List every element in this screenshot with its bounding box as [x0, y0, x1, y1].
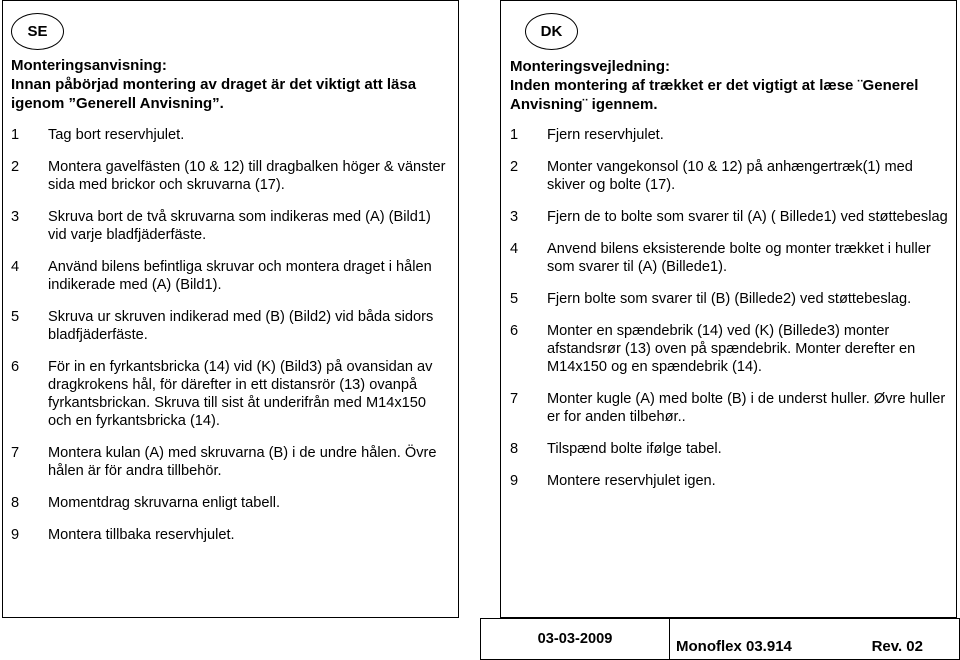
step-number: 8	[510, 441, 519, 457]
step-text: Montera gavelfästen (10 & 12) till dragbalken höger & vänster sida med brickor och skruvarna (17).	[48, 159, 446, 193]
step-number: 1	[510, 127, 519, 143]
step-number: 4	[510, 241, 519, 257]
step-number: 9	[510, 473, 519, 489]
dk-heading-line-1: Monteringsvejledning:	[510, 58, 671, 75]
step-text: Fjern bolte som svarer til (B) (Billede2) ved støttebeslag.	[547, 291, 912, 307]
dk-step	[510, 208, 950, 226]
danish-instructions-panel	[500, 0, 957, 618]
se-step-list	[11, 126, 451, 558]
se-step	[11, 526, 451, 544]
se-step	[11, 208, 451, 244]
step-number: 6	[11, 359, 20, 375]
step-text: Montere reservhjulet igen.	[547, 473, 716, 489]
step-text: Anvend bilens eksisterende bolte og monter trækket i huller som svarer til (A) (Billede1).	[547, 241, 931, 275]
step-text: Tilspænd bolte ifølge tabel.	[547, 441, 722, 457]
dk-heading-line-2: Inden montering af trækket er det vigtigt at læse ¨Generel	[510, 77, 919, 94]
dk-heading	[510, 57, 950, 114]
se-step	[11, 258, 451, 294]
step-number: 4	[11, 259, 20, 275]
dk-step	[510, 390, 950, 426]
step-text: Fjern de to bolte som svarer til (A) ( Billede1) ved støttebeslag	[547, 209, 948, 225]
document-date: 03-03-2009	[480, 618, 670, 660]
se-heading-line-1: Monteringsanvisning:	[11, 57, 167, 74]
revision-label: Rev. 02	[871, 638, 923, 655]
se-step	[11, 358, 451, 430]
product-model: Monoflex 03.914	[676, 638, 792, 655]
step-text: Monter vangekonsol (10 & 12) på anhængertræk(1) med skiver og bolte (17).	[547, 159, 913, 193]
dk-step	[510, 290, 950, 308]
language-badge-dk: DK	[525, 13, 578, 50]
dk-step	[510, 322, 950, 376]
step-number: 6	[510, 323, 519, 339]
step-text: Tag bort reservhjulet.	[48, 127, 185, 143]
step-text: Skruva bort de två skruvarna som indikeras med (A) (Bild1) vid varje bladfjäderfäste.	[48, 209, 431, 243]
dk-step	[510, 472, 950, 490]
step-number: 5	[11, 309, 20, 325]
step-text: Använd bilens befintliga skruvar och montera draget i hålen indikerade med (A) (Bild1).	[48, 259, 432, 293]
step-text: Montera kulan (A) med skruvarna (B) i de undre hålen. Övre hålen är för andra tillbehör.	[48, 445, 437, 479]
step-text: Fjern reservhjulet.	[547, 127, 664, 143]
se-heading-line-3: igenom ”Generell Anvisning”.	[11, 95, 224, 112]
step-text: Monter kugle (A) med bolte (B) i de underst huller. Øvre huller er for anden tilbehør..	[547, 391, 946, 425]
se-step	[11, 444, 451, 480]
step-text: Monter en spændebrik (14) ved (K) (Billede3) monter afstandsrør (13) oven på spændebrik. Monter derefter en M14x150 og en spændebrik (14).	[547, 323, 916, 375]
dk-step	[510, 440, 950, 458]
dk-step-list	[510, 126, 950, 504]
step-number: 1	[11, 127, 20, 143]
dk-step	[510, 126, 950, 144]
step-number: 2	[510, 159, 519, 175]
dk-step	[510, 158, 950, 194]
step-text: Montera tillbaka reservhjulet.	[48, 527, 235, 543]
se-step	[11, 494, 451, 512]
product-info-box	[670, 618, 960, 660]
step-number: 5	[510, 291, 519, 307]
se-step	[11, 126, 451, 144]
se-heading	[11, 56, 451, 113]
step-number: 2	[11, 159, 20, 175]
dk-step	[510, 240, 950, 276]
language-badge-se: SE	[11, 13, 64, 50]
step-number: 7	[11, 445, 20, 461]
step-text: För in en fyrkantsbricka (14) vid (K) (Bild3) på ovansidan av dragkrokens hål, för därefter in ett distansrör (13) ovanpå fyrkantsbrickan. Skruva till sist åt underifrån med M14x150 och en fyrkantsbricka (14).	[48, 359, 433, 429]
step-number: 9	[11, 527, 20, 543]
se-heading-line-2: Innan påbörjad montering av draget är det viktigt att läsa	[11, 76, 417, 93]
step-text: Skruva ur skruven indikerad med (B) (Bild2) vid båda sidors bladfjäderfäste.	[48, 309, 434, 343]
step-number: 3	[11, 209, 20, 225]
step-number: 7	[510, 391, 519, 407]
dk-heading-line-3: Anvisning¨ igennem.	[510, 96, 658, 113]
se-step	[11, 158, 451, 194]
step-number: 3	[510, 209, 519, 225]
step-text: Momentdrag skruvarna enligt tabell.	[48, 495, 280, 511]
swedish-instructions-panel	[2, 0, 459, 618]
step-number: 8	[11, 495, 20, 511]
se-step	[11, 308, 451, 344]
